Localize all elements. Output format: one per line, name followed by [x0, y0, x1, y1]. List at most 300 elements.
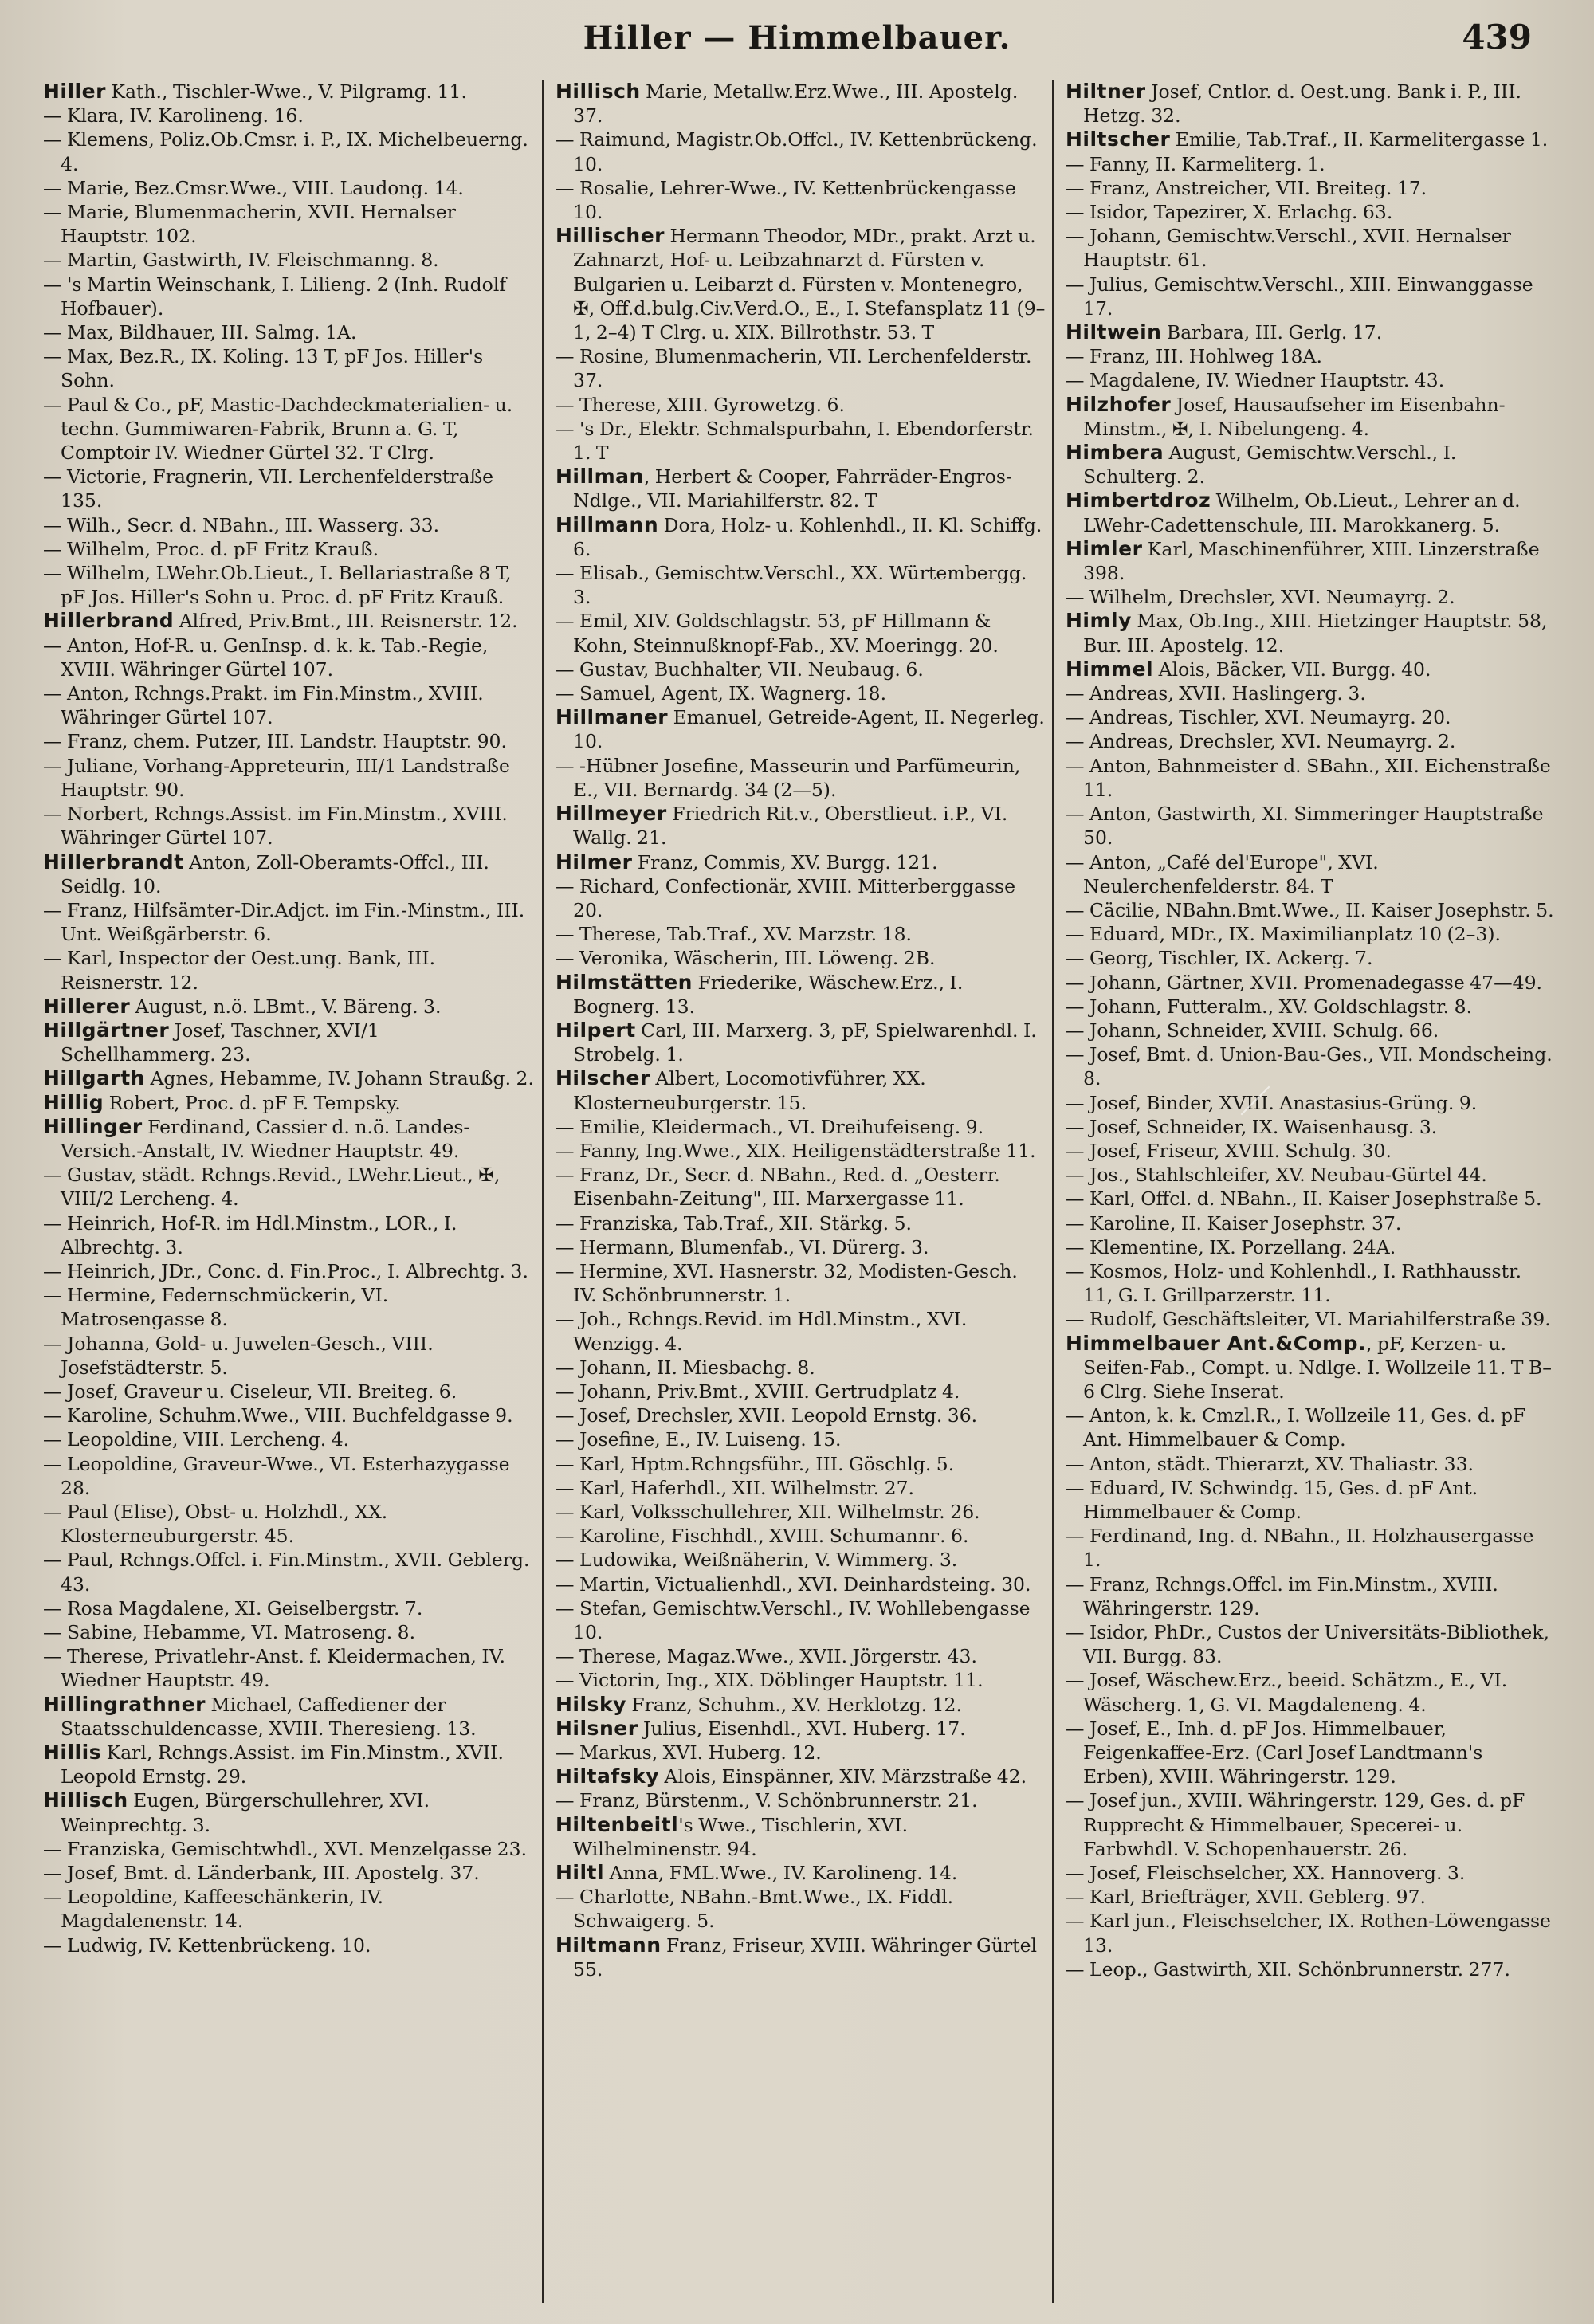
directory-entry	[38, 104, 536, 128]
entry-details: — Johanna, Gold- u. Juwelen-Gesch., VIII. Josefstädterstr. 5.	[43, 1332, 434, 1379]
entry-surname: Hiltscher	[1066, 128, 1171, 151]
entry-details: — Josef, Wäschew.Erz., beeid. Schätzm., E., VI. Wäscherg. 1, G. VI. Magdaleneng. 4.	[1066, 1669, 1508, 1716]
entry-details: Robert, Proc. d. pF F. Tempsky.	[104, 1091, 401, 1114]
entry-details: Alfred, Priv.Bmt., III. Reisnerstr. 12.	[174, 610, 518, 633]
directory-entry	[1061, 705, 1556, 729]
entry-details: , pF, Kerzen- u. Seifen-Fab., Compt. u. Ndlge. I. Wollzeile 11. T B–6 Clrg. Siehe Inserat.	[1083, 1332, 1552, 1403]
directory-entry	[38, 1259, 536, 1283]
entry-details: — Wilhelm, Proc. d. pF Fritz Krauß.	[43, 537, 379, 560]
directory-entry	[38, 344, 536, 392]
directory-entry	[551, 224, 1046, 344]
directory-entry	[1061, 1620, 1556, 1668]
directory-entry	[551, 1668, 1046, 1692]
entry-details: — 's Dr., Elektr. Schmalspurbahn, I. Ebendorferstr. 1. T	[556, 417, 1035, 465]
directory-entry	[551, 971, 1046, 1019]
entry-surname: Hillmaner	[556, 705, 669, 729]
entry-details: Alois, Einspänner, XIV. Märzstraße 42.	[659, 1765, 1027, 1788]
directory-entry	[1061, 1115, 1556, 1139]
directory-entry	[1061, 368, 1556, 392]
entry-surname: Hillerer	[43, 994, 131, 1018]
entry-surname: Hillig	[43, 1090, 104, 1114]
directory-entry	[38, 729, 536, 753]
directory-entry	[1061, 946, 1556, 970]
directory-entry	[551, 1572, 1046, 1596]
directory-entry	[1061, 320, 1556, 344]
entry-details: — Juliane, Vorhang-Appreteurin, III/1 Landstraße Hauptstr. 90.	[43, 754, 510, 801]
entry-details: Carl, III. Marxerg. 3, pF, Spielwarenhdl. I. Strobelg. 1.	[573, 1019, 1037, 1066]
entry-details: — Sabine, Hebamme, VI. Matroseng. 8.	[43, 1621, 416, 1643]
directory-entry	[551, 1019, 1046, 1066]
directory-entry	[38, 1837, 536, 1861]
directory-entry	[1061, 802, 1556, 850]
directory-entry	[38, 1933, 536, 1957]
directory-entry	[38, 850, 536, 898]
directory-entry	[38, 128, 536, 175]
entry-surname: Hillingrathner	[43, 1692, 206, 1716]
entry-details: — Franz, Rchngs.Offcl. im Fin.Minstm., XVIII. Währingerstr. 129.	[1066, 1572, 1498, 1619]
directory-entry	[1061, 1524, 1556, 1572]
entry-details: Emanuel, Getreide-Agent, II. Negerleg. 10.	[573, 706, 1045, 753]
directory-entry	[1061, 681, 1556, 705]
entry-details: Ferdinand, Cassier d. n.ö. Landes-Versich.-Anstalt, IV. Wiedner Hauptstr. 49.	[61, 1115, 470, 1162]
directory-entry	[1061, 1187, 1556, 1211]
directory-entry	[1061, 1019, 1556, 1042]
entry-details: — Rosalie, Lehrer-Wwe., IV. Kettenbrückengasse 10.	[556, 176, 1016, 224]
entry-surname: Hillisch	[43, 1788, 128, 1812]
entry-details: — Klemens, Poliz.Ob.Cmsr. i. P., IX. Michelbeuerng. 4.	[43, 128, 528, 175]
entry-details: — Wilhelm, LWehr.Ob.Lieut., I. Bellariastraße 8 T, pF Jos. Hiller's Sohn u. Proc. d. pF Fritz Krauß.	[43, 562, 512, 609]
directory-entry	[1061, 537, 1556, 585]
entry-details: August, n.ö. LBmt., V. Bäreng. 3.	[130, 995, 442, 1018]
directory-entry	[38, 561, 536, 609]
entry-details: — Therese, Magaz.Wwe., XVII. Jörgerstr. 43.	[556, 1645, 977, 1668]
entry-details: — Eduard, MDr., IX. Maximilianplatz 10 (2–3).	[1066, 923, 1501, 946]
entry-surname: Himmel	[1066, 657, 1154, 681]
directory-entry	[551, 1596, 1046, 1644]
entry-details: — Gustav, städt. Rchngs.Revid., LWehr.Lieut., ✠, VIII/2 Lercheng. 4.	[43, 1164, 501, 1211]
directory-entry	[38, 273, 536, 320]
directory-entry	[38, 681, 536, 729]
directory-entry	[1061, 1235, 1556, 1259]
directory-entry	[38, 393, 536, 465]
directory-entry	[551, 754, 1046, 802]
directory-entry	[1061, 1476, 1556, 1524]
entry-details: August, Gemischtw.Verschl., I. Schulterg. 2.	[1083, 442, 1457, 489]
entry-details: — Norbert, Rchngs.Assist. im Fin.Minstm., XVIII. Währinger Gürtel 107.	[43, 803, 508, 850]
entry-details: Albert, Locomotivführer, XX. Klosterneuburgerstr. 15.	[573, 1067, 926, 1114]
directory-entry	[551, 1259, 1046, 1307]
entry-details: Anna, FML.Wwe., IV. Karolineng. 14.	[604, 1862, 958, 1885]
entry-details: — Josef, Friseur, XVIII. Schulg. 30.	[1066, 1139, 1392, 1162]
entry-columns	[32, 80, 1562, 2303]
entry-details: — Anton, Gastwirth, XI. Simmeringer Hauptstraße 50.	[1066, 803, 1544, 850]
directory-entry	[1061, 1452, 1556, 1476]
directory-entry	[551, 1741, 1046, 1765]
column-middle	[542, 80, 1052, 2303]
entry-details: — Kosmos, Holz- und Kohlenhdl., I. Rathhausstr. 11, G. I. Grillparzerstr. 11.	[1066, 1259, 1522, 1307]
entry-details: Josef, Hausaufseher im Eisenbahn-Minstm., ✠, I. Nibelungeng. 4.	[1083, 393, 1506, 440]
directory-entry	[1061, 200, 1556, 224]
entry-details: — Leop., Gastwirth, XII. Schönbrunnerstr. 277.	[1066, 1957, 1510, 1981]
entry-details: — Klementine, IX. Porzellang. 24A.	[1066, 1235, 1396, 1258]
entry-details: — Therese, XIII. Gyrowetzg. 6.	[556, 393, 845, 416]
entry-details: — Josef, Bmt. d. Union-Bau-Ges., VII. Mondscheing. 8.	[1066, 1043, 1553, 1090]
directory-entry	[38, 1620, 536, 1644]
directory-entry	[551, 922, 1046, 946]
entry-details: Franz, Friseur, XVIII. Währinger Gürtel 55.	[573, 1933, 1038, 1981]
entry-details: — Veronika, Wäscherin, III. Löweng. 2B.	[556, 947, 936, 970]
entry-details: — Anton, städt. Thierarzt, XV. Thaliastr. 33.	[1066, 1452, 1474, 1475]
entry-details: — Anton, Hof-R. u. GenInsp. d. k. k. Tab.-Regie, XVIII. Währinger Gürtel 107.	[43, 634, 489, 681]
directory-entry	[38, 1500, 536, 1548]
directory-entry	[38, 1452, 536, 1500]
directory-entry	[38, 609, 536, 633]
entry-details: — Josef, Bmt. d. Länderbank, III. Apostelg. 37.	[43, 1862, 480, 1885]
directory-entry	[38, 802, 536, 850]
entry-details: — Leopoldine, Graveur-Wwe., VI. Esterhazygasse 28.	[43, 1452, 510, 1499]
directory-entry	[551, 176, 1046, 224]
directory-entry	[551, 1500, 1046, 1524]
entry-details: — Paul & Co., pF, Mastic-Dachdeckmaterialien- u. techn. Gummiwaren-Fabrik, Brunn a. G. T, Comptoir IV. Wiedner Gürtel 32. T Clrg.	[43, 393, 513, 465]
directory-entry	[1061, 995, 1556, 1019]
entry-surname: Hiltwein	[1066, 320, 1162, 344]
entry-details: — Isidor, PhDr., Custos der Universitäts-Bibliothek, VII. Burgg. 83.	[1066, 1621, 1549, 1668]
directory-entry	[1061, 1042, 1556, 1090]
entry-details: — Karl, Inspector der Oest.ung. Bank, III. Reisnerstr. 12.	[43, 947, 436, 994]
directory-entry	[551, 1163, 1046, 1211]
directory-entry	[551, 1693, 1046, 1717]
entry-details: — Emilie, Kleidermach., VI. Dreihufeiseng. 9.	[556, 1115, 984, 1138]
directory-entry	[551, 1717, 1046, 1741]
directory-entry	[38, 898, 536, 946]
directory-entry	[38, 1380, 536, 1403]
directory-entry	[1061, 1403, 1556, 1451]
entry-surname: Hiltafsky	[556, 1765, 660, 1788]
entry-details: — Max, Bildhauer, III. Salmg. 1A.	[43, 321, 357, 344]
directory-entry	[1061, 441, 1556, 489]
directory-entry	[38, 946, 536, 994]
column-left	[32, 80, 542, 2303]
directory-entry	[551, 1885, 1046, 1933]
entry-surname: Hiltl	[556, 1861, 605, 1885]
entry-details: — Martin, Victualienhdl., XVI. Deinhardsteing. 30.	[556, 1572, 1031, 1596]
directory-entry	[551, 561, 1046, 609]
directory-entry	[551, 1788, 1046, 1812]
entry-details: — Josef, Schneider, IX. Waisenhausg. 3.	[1066, 1115, 1438, 1138]
entry-details: Agnes, Hebamme, IV. Johann Straußg. 2.	[144, 1067, 534, 1090]
entry-details: — Johann, II. Miesbachg. 8.	[556, 1356, 815, 1379]
entry-details: — Heinrich, Hof-R. im Hdl.Minstm., LOR., I. Albrechtg. 3.	[43, 1211, 457, 1258]
entry-details: — Ferdinand, Ing. d. NBahn., II. Holzhausergasse 1.	[1066, 1525, 1534, 1572]
directory-entry	[551, 1476, 1046, 1500]
entry-surname: Himly	[1066, 609, 1132, 633]
directory-entry	[1061, 1332, 1556, 1404]
entry-surname: Hillischer	[556, 224, 665, 248]
entry-details: Karl, Maschinenführer, XIII. Linzerstraße 398.	[1083, 537, 1540, 585]
directory-entry	[38, 1861, 536, 1885]
directory-entry	[1061, 729, 1556, 753]
directory-entry	[1061, 344, 1556, 368]
directory-entry	[1061, 224, 1556, 272]
directory-entry	[38, 176, 536, 200]
entry-details: — Therese, Tab.Traf., XV. Marzstr. 18.	[556, 923, 912, 946]
directory-entry	[38, 1211, 536, 1259]
entry-details: — Franz, Dr., Secr. d. NBahn., Red. d. „Oesterr. Eisenbahn-Zeitung", III. Marxergasse 11.	[556, 1164, 1000, 1211]
entry-details: — Karl, Hptm.Rchngsführ., III. Göschlg. 5.	[556, 1452, 955, 1475]
page-header	[0, 14, 1594, 70]
entry-details: — Andreas, Drechsler, XVI. Neumayrg. 2.	[1066, 730, 1456, 753]
entry-surname: Hiltner	[1066, 80, 1146, 103]
entry-details: — Johann, Priv.Bmt., XVIII. Gertrudplatz 4.	[556, 1380, 960, 1403]
entry-details: — Ludowika, Weißnäherin, V. Wimmerg. 3.	[556, 1549, 958, 1572]
directory-entry	[1061, 80, 1556, 128]
entry-details: — Franz, III. Hohlweg 18A.	[1066, 345, 1322, 368]
directory-entry	[551, 1765, 1046, 1788]
directory-entry	[551, 609, 1046, 657]
directory-entry	[38, 1115, 536, 1163]
directory-entry	[38, 634, 536, 681]
entry-details: — Franziska, Tab.Traf., XII. Stärkg. 5.	[556, 1211, 913, 1235]
entry-details: — Julius, Gemischtw.Verschl., XIII. Einwanggasse 17.	[1066, 273, 1533, 320]
entry-details: Max, Ob.Ing., XIII. Hietzinger Hauptstr. 58, Bur. III. Apostelg. 12.	[1083, 610, 1548, 657]
entry-details: Anton, Zoll-Oberamts-Offcl., III. Seidlg. 10.	[61, 850, 489, 897]
entry-details: — Johann, Schneider, XVIII. Schulg. 66.	[1066, 1019, 1439, 1042]
entry-details: — Cäcilie, NBahn.Bmt.Wwe., II. Kaiser Josephstr. 5.	[1066, 898, 1554, 921]
directory-entry	[1061, 128, 1556, 151]
entry-details: — Raimund, Magistr.Ob.Offcl., IV. Kettenbrückeng. 10.	[556, 128, 1038, 175]
directory-entry	[1061, 609, 1556, 657]
directory-entry	[1061, 489, 1556, 536]
directory-entry	[551, 1356, 1046, 1380]
directory-entry	[1061, 1307, 1556, 1331]
entry-surname: Himbertdroz	[1066, 489, 1211, 512]
entry-surname: Hillmeyer	[556, 802, 667, 826]
entry-details: — Max, Bez.R., IX. Koling. 13 T, pF Jos. Hiller's Sohn.	[43, 345, 484, 392]
entry-surname: Himbera	[1066, 441, 1164, 465]
entry-details: — Andreas, XVII. Haslingerg. 3.	[1066, 682, 1366, 705]
directory-entry	[551, 1452, 1046, 1476]
entry-details: Kath., Tischler-Wwe., V. Pilgramg. 11.	[105, 80, 467, 103]
entry-details: — Victorie, Fragnerin, VII. Lerchenfelderstraße 135.	[43, 465, 494, 512]
directory-entry	[38, 1019, 536, 1066]
directory-entry	[1061, 1163, 1556, 1187]
running-head: Hiller — Himmelbauer.	[583, 19, 1011, 57]
directory-entry	[1061, 1668, 1556, 1716]
directory-entry	[551, 1307, 1046, 1355]
entry-details: Josef, Cntlor. d. Oest.ung. Bank i. P., III. Hetzg. 32.	[1083, 80, 1521, 128]
entry-details: — Eduard, IV. Schwindg. 15, Ges. d. pF Ant. Himmelbauer & Comp.	[1066, 1476, 1478, 1523]
entry-details: — Hermann, Blumenfab., VI. Dürerg. 3.	[556, 1235, 929, 1258]
entry-details: — Karoline, Schuhm.Wwe., VIII. Buchfeldgasse 9.	[43, 1404, 513, 1427]
directory-entry	[551, 874, 1046, 922]
entry-details: Friedrich Rit.v., Oberstlieut. i.P., VI. Wallg. 21.	[573, 803, 1008, 850]
entry-surname: Hillerbrandt	[43, 850, 184, 873]
entry-details: 's Wwe., Tischlerin, XVI. Wilhelminenstr. 94.	[573, 1813, 909, 1860]
directory-entry	[38, 1788, 536, 1836]
directory-entry	[38, 248, 536, 272]
entry-details: , Herbert & Cooper, Fahrräder-Engros-Ndlge., VII. Mariahilferstr. 82. T	[573, 465, 1012, 512]
directory-entry	[551, 344, 1046, 392]
entry-details: — Andreas, Tischler, XVI. Neumayrg. 20.	[1066, 706, 1451, 729]
entry-surname: Hillman	[556, 465, 644, 489]
entry-details: — Emil, XIV. Goldschlagstr. 53, pF Hillmann & Kohn, Steinnußknopf-Fab., XV. Moeringg. 20.	[556, 610, 999, 657]
entry-details: — Franz, Bürstenm., V. Schönbrunnerstr. 21.	[556, 1789, 978, 1812]
entry-details: Wilhelm, Ob.Lieut., Lehrer an d. LWehr-Cadettenschule, III. Marokkanerg. 5.	[1083, 489, 1521, 536]
entry-surname: Hiltmann	[556, 1933, 662, 1957]
directory-entry	[1061, 971, 1556, 995]
entry-details: Friederike, Wäschew.Erz., I. Bognerg. 13.	[573, 971, 964, 1018]
directory-entry	[1061, 152, 1556, 176]
directory-entry	[1061, 1259, 1556, 1307]
entry-details: — Karl, Offcl. d. NBahn., II. Kaiser Josephstraße 5.	[1066, 1188, 1542, 1211]
directory-entry	[551, 417, 1046, 465]
entry-details: — Martin, Gastwirth, IV. Fleischmanng. 8.	[43, 249, 439, 272]
entry-surname: Hillgarth	[43, 1066, 145, 1090]
entry-details: — Josef jun., XVIII. Währingerstr. 129, Ges. d. pF Rupprecht & Himmelbauer, Specerei- u. Farbwhdl. V. Schopenhauerstr. 26.	[1066, 1789, 1525, 1860]
entry-details: Karl, Rchngs.Assist. im Fin.Minstm., XVII. Leopold Ernstg. 29.	[61, 1741, 504, 1788]
directory-entry	[38, 200, 536, 248]
entry-details: — Franziska, Gemischtwhdl., XVI. Menzelgasse 23.	[43, 1837, 528, 1860]
directory-entry	[38, 1091, 536, 1115]
entry-details: — Leopoldine, VIII. Lercheng. 4.	[43, 1428, 350, 1451]
entry-details: — Karl, Haferhdl., XII. Wilhelmstr. 27.	[556, 1476, 914, 1499]
directory-entry	[551, 1115, 1046, 1139]
entry-details: — Anton, k. k. Cmzl.R., I. Wollzeile 11, Ges. d. pF Ant. Himmelbauer & Comp.	[1066, 1404, 1526, 1451]
entry-details: Franz, Schuhm., XV. Herklotzg. 12.	[626, 1693, 962, 1716]
directory-entry	[38, 1332, 536, 1380]
directory-entry	[38, 754, 536, 802]
entry-details: Julius, Eisenhdl., XVI. Huberg. 17.	[638, 1717, 966, 1740]
directory-entry	[38, 1548, 536, 1596]
entry-details: — Anton, Bahnmeister d. SBahn., XII. Eichenstraße 11.	[1066, 754, 1551, 801]
entry-details: — Joh., Rchngs.Revid. im Hdl.Minstm., XVI. Wenzigg. 4.	[556, 1308, 968, 1355]
entry-details: — Gustav, Buchhalter, VII. Neubaug. 6.	[556, 658, 924, 681]
entry-details: Hermann Theodor, MDr., prakt. Arzt u. Zahnarzt, Hof- u. Leibzahnarzt d. Fürsten v. Bulgarien u. Leibarzt d. Fürsten v. Montenegro, ✠, Off.d.bulg.Civ.Verd.O., E., I. Stefansplatz 11 (9–1, 2–4) T Clrg. u. XIX. Billrothstr. 53. T	[573, 225, 1046, 344]
entry-surname: Hilmstätten	[556, 970, 693, 994]
directory-entry	[1061, 754, 1556, 802]
entry-details: — Fanny, II. Karmeliterg. 1.	[1066, 152, 1325, 175]
entry-details: Barbara, III. Gerlg. 17.	[1161, 321, 1383, 344]
directory-entry	[38, 995, 536, 1019]
entry-details: — Hermine, Federnschmückerin, VI. Matrosengasse 8.	[43, 1284, 389, 1331]
entry-details: — Georg, Tischler, IX. Ackerg. 7.	[1066, 947, 1373, 970]
directory-entry	[38, 1427, 536, 1451]
directory-entry	[1061, 1139, 1556, 1163]
entry-surname: Hilsner	[556, 1716, 638, 1740]
entry-surname: Hilmer	[556, 850, 633, 873]
directory-entry	[1061, 850, 1556, 898]
entry-details: — Johann, Futteralm., XV. Goldschlagstr. 8.	[1066, 995, 1473, 1018]
entry-details: — -Hübner Josefine, Masseurin und Parfümeurin, E., VII. Bernardg. 34 (2—5).	[556, 754, 1021, 801]
entry-details: — Josef, Drechsler, XVII. Leopold Ernstg. 36.	[556, 1404, 978, 1427]
entry-details: — Franz, chem. Putzer, III. Landstr. Hauptstr. 90.	[43, 730, 507, 753]
entry-details: — Fanny, Ing.Wwe., XIX. Heiligenstädterstraße 11.	[556, 1139, 1036, 1162]
entry-details: — Josef, Fleischselcher, XX. Hannoverg. 3.	[1066, 1862, 1466, 1885]
entry-details: — Anton, „Café del'Europe", XVI. Neulerchenfelderstr. 84. T	[1066, 850, 1379, 897]
directory-entry	[1061, 1957, 1556, 1981]
directory-entry	[1061, 1909, 1556, 1957]
entry-details: — Leopoldine, Kaffeeschänkerin, IV. Magdalenenstr. 14.	[43, 1886, 384, 1933]
entry-details: Franz, Commis, XV. Burgg. 121.	[632, 850, 938, 873]
entry-details: Michael, Caffediener der Staatsschuldencasse, XVIII. Theresieng. 13.	[61, 1693, 477, 1740]
entry-details: — Rosa Magdalene, XI. Geiselbergstr. 7.	[43, 1596, 423, 1619]
directory-entry	[1061, 273, 1556, 320]
entry-details: — Paul, Rchngs.Offcl. i. Fin.Minstm., XVII. Geblerg. 43.	[43, 1549, 530, 1596]
directory-entry	[551, 1066, 1046, 1114]
directory-entry	[551, 1813, 1046, 1861]
entry-details: — Josef, Binder, XVIII. Anastasius-Grüng. 9.	[1066, 1091, 1478, 1114]
entry-details: — Karoline, Fischhdl., XVIII. Schumannг. 6.	[556, 1525, 969, 1548]
column-right	[1052, 80, 1562, 2303]
page-number: 439	[1462, 18, 1532, 57]
entry-surname: Hiller	[43, 80, 106, 103]
entry-details: — Richard, Confectionär, XVIII. Mitterberggasse 20.	[556, 874, 1015, 921]
entry-details: — Therese, Privatlehr-Anst. f. Kleidermachen, IV. Wiedner Hauptstr. 49.	[43, 1645, 505, 1692]
entry-surname: Hilscher	[556, 1066, 650, 1090]
directory-entry	[1061, 1091, 1556, 1115]
entry-details: — Elisab., Gemischtw.Verschl., XX. Würtembergg. 3.	[556, 562, 1027, 609]
directory-entry	[1061, 176, 1556, 200]
directory-entry	[38, 320, 536, 344]
directory-entry	[551, 850, 1046, 874]
directory-entry	[551, 658, 1046, 681]
entry-surname: Hillinger	[43, 1114, 143, 1138]
directory-entry	[551, 1524, 1046, 1548]
entry-surname: Hilpert	[556, 1018, 636, 1042]
directory-entry	[551, 1403, 1046, 1427]
directory-entry	[1061, 658, 1556, 681]
directory-entry	[38, 1403, 536, 1427]
entry-details: — Karl, Volksschullehrer, XII. Wilhelmstr. 26.	[556, 1500, 980, 1523]
directory-entry	[551, 393, 1046, 417]
directory-entry	[551, 465, 1046, 512]
entry-surname: Hiltenbeitl	[556, 1812, 679, 1836]
entry-details: — Karoline, II. Kaiser Josephstr. 37.	[1066, 1211, 1402, 1235]
directory-entry	[551, 1139, 1046, 1163]
entry-surname: Hillgärtner	[43, 1018, 170, 1042]
directory-entry	[1061, 1717, 1556, 1789]
directory-entry	[551, 1644, 1046, 1668]
directory-entry	[38, 513, 536, 537]
directory-entry	[551, 1933, 1046, 1981]
directory-entry	[38, 1693, 536, 1741]
directory-entry	[1061, 393, 1556, 441]
directory-entry	[1061, 1788, 1556, 1861]
entry-details: — Wilh., Secr. d. NBahn., III. Wasserg. 33.	[43, 513, 440, 536]
entry-details: Emilie, Tab.Traf., II. Karmelitergasse 1.	[1170, 128, 1549, 151]
entry-details: — Hermine, XVI. Hasnerstr. 32, Modisten-Gesch. IV. Schönbrunnerstr. 1.	[556, 1259, 1018, 1307]
entry-details: — Anton, Rchngs.Prakt. im Fin.Minstm., XVIII. Währinger Gürtel 107.	[43, 682, 484, 729]
entry-details: — Marie, Blumenmacherin, XVII. Hernalser Hauptstr. 102.	[43, 201, 456, 248]
entry-surname: Hilsky	[556, 1692, 626, 1716]
directory-entry	[551, 1211, 1046, 1235]
directory-entry	[38, 537, 536, 561]
directory-entry	[38, 1644, 536, 1692]
entry-details: — Markus, XVI. Huberg. 12.	[556, 1741, 822, 1765]
directory-entry	[1061, 1885, 1556, 1909]
entry-details: — Stefan, Gemischtw.Verschl., IV. Wohllebengasse 10.	[556, 1596, 1031, 1643]
entry-surname: Hillmann	[556, 512, 659, 536]
entry-surname: Hillis	[43, 1741, 102, 1765]
directory-entry	[38, 1885, 536, 1933]
entry-details: — Heinrich, JDr., Conc. d. Fin.Proc., I. Albrechtg. 3.	[43, 1259, 528, 1282]
entry-details: — Johann, Gärtner, XVII. Promenadegasse 47—49.	[1066, 971, 1543, 994]
entry-details: — Karl jun., Fleischselcher, IX. Rothen-Löwengasse 13.	[1066, 1910, 1551, 1957]
directory-entry	[38, 465, 536, 512]
directory-entry	[1061, 1861, 1556, 1885]
entry-details: — Klara, IV. Karolineng. 16.	[43, 104, 304, 128]
entry-details: Eugen, Bürgerschullehrer, XVI. Weinprechtg. 3.	[61, 1789, 430, 1836]
